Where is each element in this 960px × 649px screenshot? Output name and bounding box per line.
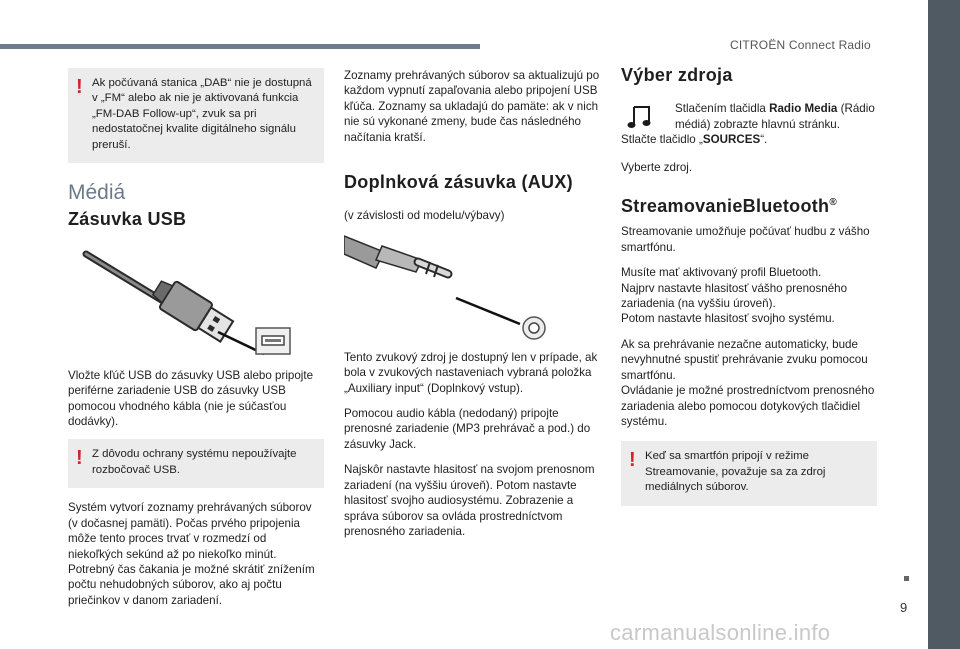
warning-icon: ! (629, 449, 636, 472)
select-source-text: Vyberte zdroj. (621, 160, 693, 174)
usb-instructions: Vložte kľúč USB do zásuvky USB alebo pripojte periférne zariadenie USB do zásuvky USB pomocou vhodného kábla (nie je súčasťou dodávky). (68, 368, 314, 429)
warning-box-bluetooth (621, 441, 877, 505)
text-segment: Stlačením tlačidla (675, 102, 770, 116)
aux-text-1: Tento zvukový zdroj je dostupný len v prípade, ak bola v zvukových nastaveniach vybraná položka „Auxiliary input“ (Doplnkový vstup). (344, 350, 598, 395)
radio-media-instruction (621, 101, 877, 132)
jack-plug-illustration (344, 232, 584, 344)
usb-plug-illustration (68, 246, 308, 356)
brand-title: CITROËN Connect Radio (730, 38, 871, 52)
bt-text-2c: Potom nastavte hlasitosť svojho systému. (621, 312, 835, 326)
page-number: 9 (900, 600, 908, 615)
sources-label: SOURCES (702, 133, 761, 147)
warning-box-usb-hub (68, 439, 324, 488)
heading-aux: Doplnková zásuvka (AUX) (344, 172, 573, 193)
column-1 (68, 68, 324, 608)
warning-text: Keď sa smartfón pripojí v režime Streamovanie, považuje sa za zdroj mediálnych súborov. (645, 450, 826, 494)
section-title-media: Médiá (68, 181, 126, 205)
aux-availability-note: (v závislosti od modelu/výbavy) (344, 209, 505, 223)
warning-box-dab (68, 68, 324, 163)
column-3 (621, 65, 877, 506)
radio-media-label: Radio Media (769, 102, 838, 116)
continuation-marker (904, 576, 909, 581)
bt-text-1: Streamovanie umožňuje počúvať hudbu z vášho smartfónu. (621, 225, 870, 254)
aux-text-2: Pomocou audio kábla (nedodaný) pripojte prenosné zariadenie (MP3 prehrávač a pod.) do zásuvky Jack. (344, 407, 591, 451)
sidebar-strip (928, 0, 960, 649)
watermark: carmanualsonline.info (610, 620, 831, 645)
playlist-update-text: Zoznamy prehrávaných súborov sa aktualizujú po každom vypnutí zapaľovania alebo pripojení USB kľúča. Zoznamy sa ukladajú do pamäte: ak v nich nie sú vykonané zmeny, bude čas následného načítania kratší. (344, 69, 600, 144)
heading-source-selection: Výber zdroja (621, 65, 733, 85)
heading-usb: Zásuvka USB (68, 209, 187, 230)
warning-text: Ak počúvaná stanica „DAB“ nie je dostupná v „FM“ alebo ak nie je aktivovaná funkcia „FM-DAB Follow-up“, zvuk sa pri nedostatočnej kvalite digitálneho signálu preruší. (92, 77, 312, 151)
heading-text: StreamovanieBluetooth (621, 196, 830, 217)
text-segment: “. (760, 133, 768, 147)
bt-text-3b: Ovládanie je možné prostredníctvom prenosného zariadenia alebo pomocou dotykových tlačidiel systému. (621, 384, 875, 428)
header-bar (0, 44, 480, 49)
music-note-icon (627, 103, 653, 131)
text-segment: (Rádio médiá) zobrazte hlavnú stránku. (675, 102, 875, 131)
warning-icon: ! (76, 76, 83, 98)
column-2 (344, 68, 600, 539)
registered-mark: ® (829, 197, 838, 209)
playlist-creation-text: Systém vytvorí zoznamy prehrávaných súborov (v dočasnej pamäti). Počas prvého pripojenia môže tento proces trvať v rozmedzí od niekoľkých sekúnd až po niekoľko minút. Potrebný čas čakania je možné skrátiť znížením počtu nehudobných súborov, ako aj počtu priečinkov v danom zariadení. (68, 501, 315, 607)
aux-text-3: Najskôr nastavte hlasitosť na svojom prenosnom zariadení (na vyššiu úroveň). Potom nastavte hlasitosť svojho audiosystému. Zobrazenie a správa súborov sa ovláda prostredníctvom prenosného zariadenia. (344, 463, 595, 538)
bt-text-2a: Musíte mať aktivovaný profil Bluetooth. (621, 266, 822, 280)
heading-bluetooth-streaming (621, 195, 877, 217)
text-segment: Stlačte tlačidlo „ (621, 133, 703, 147)
warning-text: Z dôvodu ochrany systému nepoužívajte rozbočovač USB. (92, 448, 297, 476)
bt-text-2b: Najprv nastavte hlasitosť vášho prenosného zariadenia (na vyššiu úroveň). (621, 281, 848, 311)
bt-text-3a: Ak sa prehrávanie nezačne automaticky, bude nevyhnutné spustiť prehrávanie zvuku pomocou smartfónu. (621, 337, 868, 382)
warning-icon: ! (76, 447, 83, 470)
